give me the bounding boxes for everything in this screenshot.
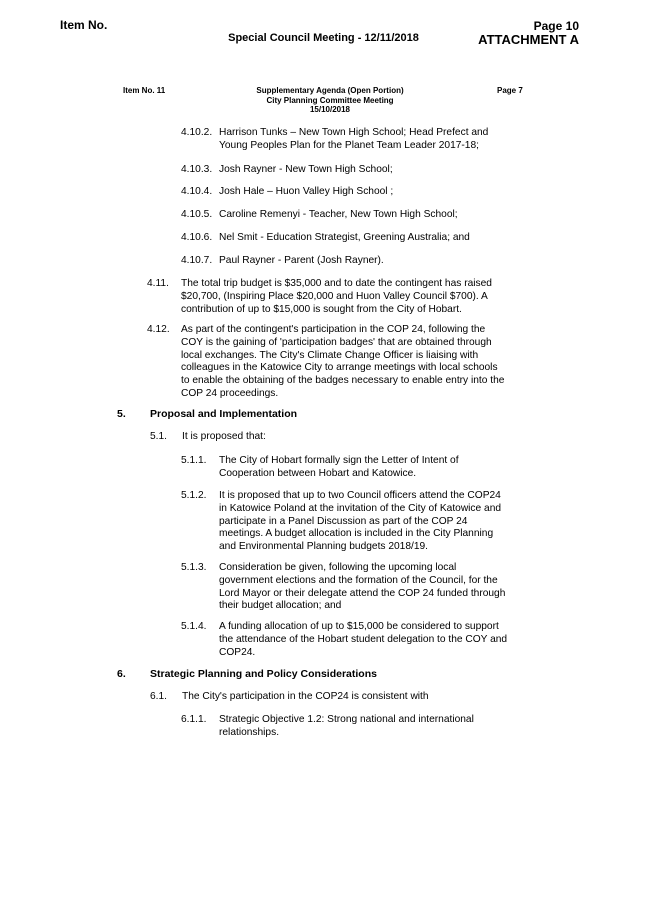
text-line: Lord Mayor or their delegate attend the COP 24 funded through — [219, 587, 506, 599]
item-number: 4.10.2. — [181, 127, 213, 138]
item-text — [219, 714, 474, 740]
agenda-title: Supplementary Agenda (Open Portion) — [256, 86, 404, 95]
item-number: 6.1. — [150, 691, 167, 702]
item-text — [219, 455, 459, 481]
outer-page-number: Page 10 — [533, 19, 579, 33]
text-line: relationships. — [219, 726, 280, 738]
text-line: COP 24 proceedings. — [181, 387, 279, 399]
text-line: government elections and the formation of the Council, for the — [219, 574, 498, 586]
text-line: The total trip budget is $35,000 and to date the contingent has raised — [181, 278, 492, 289]
item-number: 5.1.2. — [181, 490, 207, 501]
text-line: their budget allocation; and — [219, 600, 342, 612]
text-line: As part of the contingent's participation in the COP 24, following the — [181, 324, 486, 335]
text-line: Josh Rayner - New Town High School; — [219, 164, 393, 175]
item-text: The City's participation in the COP24 is consistent with — [182, 691, 429, 702]
text-line: Caroline Remenyi - Teacher, New Town High School; — [219, 209, 458, 220]
text-line: and Environmental Planning budgets 2018/19. — [219, 541, 428, 553]
item-number: 6.1.1. — [181, 714, 207, 725]
text-line: meetings. A budget allocation is included in the City Planning — [219, 528, 494, 540]
item-number: 4.11. — [147, 278, 169, 289]
text-line: Strategic Objective 1.2: Strong national and international — [219, 714, 474, 725]
item-text — [219, 232, 470, 245]
item-number: 4.10.3. — [181, 164, 213, 175]
text-line: Harrison Tunks – New Town High School; Head Prefect and — [219, 127, 489, 138]
text-line: Josh Hale – Huon Valley High School ; — [219, 186, 394, 197]
item-text — [219, 164, 393, 177]
item-number: 5.1.1. — [181, 455, 207, 466]
text-line: It is proposed that up to two Council officers attend the COP24 — [219, 490, 501, 501]
text-line: the attendance of the Hobart student delegation to the COY and — [219, 633, 508, 645]
text-line: A funding allocation of up to $15,000 be considered to support — [219, 621, 499, 632]
text-line: Paul Rayner - Parent (Josh Rayner). — [219, 255, 384, 266]
item-text — [219, 209, 458, 222]
inner-item-no: Item No. 11 — [123, 86, 166, 95]
item-number: 4.10.4. — [181, 186, 213, 197]
outer-meeting-title: Special Council Meeting - 12/11/2018 — [228, 32, 419, 44]
attachment-label: ATTACHMENT A — [478, 32, 579, 47]
section-number: 6. — [117, 668, 126, 680]
inner-agenda-header — [200, 86, 460, 115]
text-line: contribution of up to $15,000 is sought from the City of Hobart. — [181, 303, 462, 315]
text-line: colleagues in the Katowice City to arrange meetings with local schools — [181, 362, 498, 374]
text-line: Consideration be given, following the upcoming local — [219, 562, 457, 573]
item-text — [219, 621, 507, 659]
committee-date: 15/10/2018 — [309, 105, 351, 114]
item-text — [219, 255, 384, 268]
inner-page-number: Page 7 — [497, 86, 523, 95]
text-line: Cooperation between Hobart and Katowice. — [219, 467, 417, 479]
section-number: 5. — [117, 408, 126, 420]
outer-item-no: Item No. — [60, 18, 108, 32]
item-text — [219, 186, 393, 199]
text-line: COY is the gaining of 'participation badges' that are obtained through — [181, 336, 492, 348]
item-text: It is proposed that: — [182, 431, 266, 442]
text-line: in Katowice Poland at the invitation of the City of Katowice and — [219, 502, 502, 514]
item-number: 4.10.6. — [181, 232, 213, 243]
item-number: 5.1.3. — [181, 562, 207, 573]
text-line: $20,700, (Inspiring Place $20,000 and Huon Valley Council $700). A — [181, 290, 488, 302]
text-line: local exchanges. The City's Climate Change Officer is liaising with — [181, 349, 479, 361]
text-line: to enable the obtaining of the badges necessary to enable entry into the — [181, 375, 505, 387]
text-line: Nel Smit - Education Strategist, Greening Australia; and — [219, 232, 470, 243]
text-line: The City of Hobart formally sign the Letter of Intent of — [219, 455, 459, 466]
item-number: 5.1. — [150, 431, 167, 442]
section-heading: Proposal and Implementation — [150, 408, 298, 420]
section-heading: Strategic Planning and Policy Considerations — [150, 668, 377, 680]
item-text — [219, 490, 501, 554]
text-line: Young Peoples Plan for the Planet Team Leader 2017-18; — [219, 139, 479, 151]
item-number: 4.10.7. — [181, 255, 213, 266]
item-number: 4.10.5. — [181, 209, 213, 220]
item-text — [219, 127, 488, 153]
item-text — [181, 278, 492, 316]
item-text — [219, 562, 505, 613]
text-line: COP24. — [219, 646, 256, 658]
item-number: 4.12. — [147, 324, 170, 335]
committee-title: City Planning Committee Meeting — [266, 95, 394, 105]
text-line: participate in a Panel Discussion as part of the COP 24 — [219, 515, 468, 527]
item-number: 5.1.4. — [181, 621, 207, 632]
item-text — [181, 324, 504, 401]
